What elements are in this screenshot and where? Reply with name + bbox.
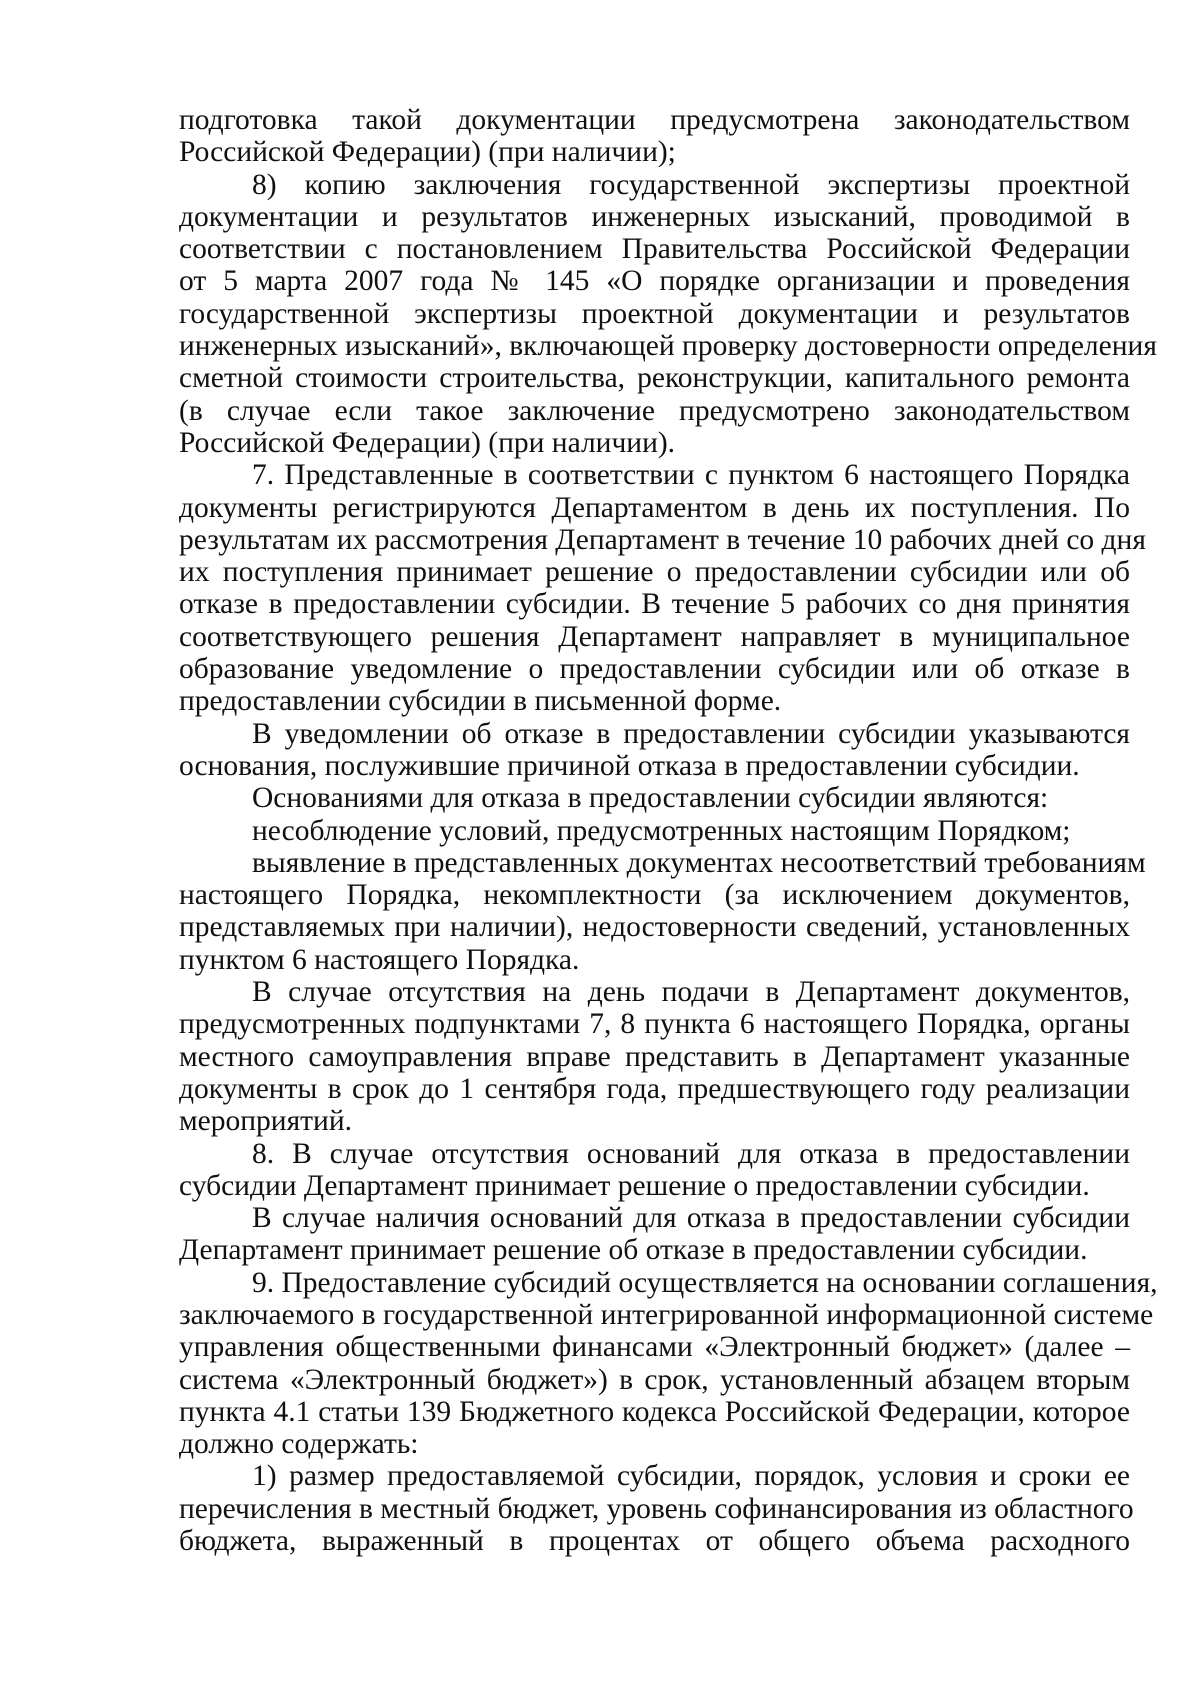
text-line: государственной экспертизы проектной документации и результатов <box>179 297 1130 330</box>
text-line: местного самоуправления вправе представить в Департамент указанные <box>179 1040 1130 1073</box>
text-line: их поступления принимает решение о предоставлении субсидии или об <box>179 556 1130 589</box>
text-line: (в случае если такое заключение предусмотрено законодательством <box>179 394 1130 427</box>
text-line: заключаемого в государственной интегрированной информационной системе <box>179 1298 1154 1331</box>
text-line: соответствии с постановлением Правительства Российской Федерации <box>179 233 1130 266</box>
text-line: система «Электронный бюджет») в срок, установленный абзацем вторым <box>179 1363 1130 1396</box>
text-line: инженерных изысканий», включающей проверку достоверности определения <box>179 330 1157 363</box>
text-line: основания, послужившие причиной отказа в предоставлении субсидии. <box>179 749 1080 782</box>
text-line: перечисления в местный бюджет, уровень софинансирования из областного <box>179 1492 1134 1525</box>
text-line: пункта 4.1 статьи 139 Бюджетного кодекса Российской Федерации, которое <box>179 1395 1130 1428</box>
text-line: представляемых при наличии), недостоверности сведений, установленных <box>179 911 1130 944</box>
text-line: субсидии Департамент принимает решение о предоставлении субсидии. <box>179 1169 1090 1202</box>
text-line: бюджета, выраженный в процентах от общего объема расходного <box>179 1525 1130 1558</box>
text-line: сметной стоимости строительства, реконструкции, капитального ремонта <box>179 362 1130 395</box>
text-line: документы регистрируются Департаментом в день их поступления. По <box>179 491 1130 524</box>
text-line: В уведомлении об отказе в предоставлении субсидии указываются <box>252 717 1130 750</box>
text-line: 9. Предоставление субсидий осуществляется на основании соглашения, <box>252 1266 1158 1299</box>
text-line: 1) размер предоставляемой субсидии, порядок, условия и сроки ее <box>252 1460 1130 1493</box>
text-line: предоставлении субсидии в письменной форме. <box>179 685 782 718</box>
text-line: 8) копию заключения государственной экспертизы проектной <box>252 168 1130 201</box>
text-line: Российской Федерации) (при наличии); <box>179 136 676 169</box>
text-line: пунктом 6 настоящего Порядка. <box>179 943 580 976</box>
text-line: должно содержать: <box>179 1428 419 1461</box>
text-line: управления общественными финансами «Электронный бюджет» (далее – <box>179 1331 1130 1364</box>
text-line: мероприятий. <box>179 1105 352 1138</box>
text-line: настоящего Порядка, некомплектности (за исключением документов, <box>179 879 1130 912</box>
text-line: несоблюдение условий, предусмотренных настоящим Порядком; <box>252 814 1071 847</box>
document-body <box>179 104 1158 1558</box>
text-line: отказе в предоставлении субсидии. В течение 5 рабочих со дня принятия <box>179 588 1130 621</box>
text-line: документы в срок до 1 сентября года, предшествующего году реализации <box>179 1072 1130 1105</box>
text-line: 8. В случае отсутствия оснований для отказа в предоставлении <box>252 1137 1130 1170</box>
text-line: Российской Федерации) (при наличии). <box>179 426 676 459</box>
text-line: Департамент принимает решение об отказе в предоставлении субсидии. <box>179 1234 1088 1267</box>
text-line: соответствующего решения Департамент направляет в муниципальное <box>179 620 1130 653</box>
text-line: 7. Представленные в соответствии с пунктом 6 настоящего Порядка <box>252 459 1130 492</box>
text-line: В случае отсутствия на день подачи в Департамент документов, <box>252 976 1130 1009</box>
text-line: выявление в представленных документах несоответствий требованиям <box>252 846 1146 879</box>
text-line: В случае наличия оснований для отказа в предоставлении субсидии <box>252 1202 1130 1235</box>
text-line: предусмотренных подпунктами 7, 8 пункта 6 настоящего Порядка, органы <box>179 1008 1130 1041</box>
text-line: от 5 марта 2007 года № 145 «О порядке организации и проведения <box>179 265 1130 298</box>
text-line: подготовка такой документации предусмотрена законодательством <box>179 104 1130 136</box>
text-line: результатам их рассмотрения Департамент в течение 10 рабочих дней со дня <box>179 523 1146 556</box>
text-line: образование уведомление о предоставлении субсидии или об отказе в <box>179 653 1130 686</box>
text-line: Основаниями для отказа в предоставлении субсидии являются: <box>252 782 1049 815</box>
text-line: документации и результатов инженерных изысканий, проводимой в <box>179 200 1130 233</box>
